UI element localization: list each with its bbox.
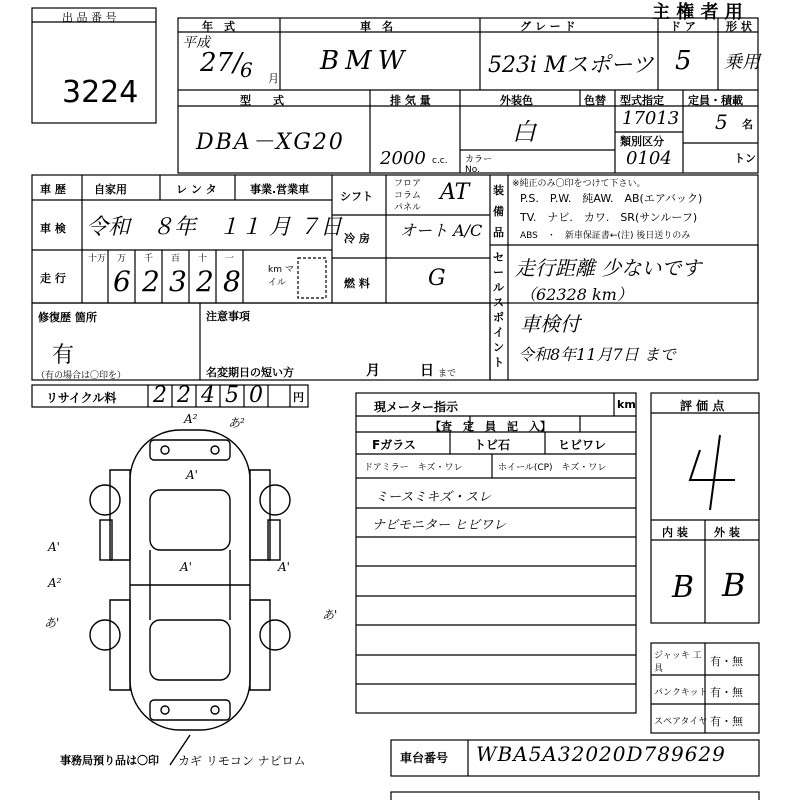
inspector-header: 【査 定 員 記 入】 (430, 420, 551, 433)
capacity-unit: 名 (742, 118, 753, 131)
glass-option-chip: トビ石 (474, 438, 511, 452)
mileage-digit: 2 (196, 265, 214, 298)
capacity-value: 5 (715, 110, 728, 134)
mileage-unit-100: 百 (171, 254, 181, 264)
aircon-label: 冷 房 (344, 232, 370, 245)
glass-option-crack: ヒビワレ (558, 438, 607, 452)
recycle-digit: 4 (201, 383, 215, 408)
recycle-unit: 円 (293, 391, 304, 404)
damage-mark: A² (48, 576, 62, 590)
type-designation-label: 型式指定 (620, 94, 664, 107)
glass-label: Fガラス (372, 438, 416, 452)
recycle-label: リサイクル料 (46, 391, 117, 405)
model-label: 型 式 (240, 94, 284, 107)
equipment-row-3: ABS ・ 新車保証書←(注) 後日送りのみ (520, 231, 691, 241)
sales-point-line: 走行距離 少ないです (515, 256, 702, 280)
damage-mark: A' (278, 560, 290, 574)
spare-tire-value: 有・無 (710, 715, 743, 728)
class-label: 類別区分 (620, 135, 664, 148)
sales-point-line: （62328 km） (520, 285, 633, 304)
office-items: カギ リモコン ナビロム (178, 754, 306, 768)
model-value: DBA－XG20 (196, 130, 345, 155)
history-business: 事業.営業車 (250, 183, 310, 196)
capacity-label: 定員・積載 (688, 94, 743, 107)
grade-value: 523i Mスポーツ (488, 53, 654, 78)
rename-label: 名変期日の短い方 (206, 366, 294, 379)
rating-handwriting (690, 435, 735, 510)
fuel-label: 燃 料 (344, 277, 370, 290)
mileage-digit: 2 (142, 265, 160, 298)
rating-value (0, 0, 1, 1)
mileage-unit-1k: 千 (144, 254, 154, 264)
year-value: 27/ (200, 48, 242, 78)
fuel-value: G (428, 266, 446, 291)
type-designation-value: 17013 (622, 108, 680, 129)
mileage-unit-1: 一 (225, 254, 235, 264)
damage-mark: A² (184, 412, 198, 426)
equipment-label: 装 備 品 (493, 184, 504, 239)
recycle-digit: 2 (153, 383, 167, 408)
damage-mark: A' (186, 468, 198, 482)
lot-number: 3224 (62, 75, 139, 110)
grade-label: グ レ ー ド (520, 20, 576, 33)
equipment-note: ※純正のみ〇印をつけて下さい。 (512, 179, 646, 189)
sales-point-line: 令和8年11月7日 まで (518, 345, 676, 364)
jack-value: 有・無 (710, 655, 743, 668)
caution-label: 注意事項 (206, 310, 250, 323)
displacement-label: 排 気 量 (390, 94, 431, 107)
mileage-unit: km マイル (268, 265, 294, 288)
sales-point-line: 車検付 (520, 312, 580, 336)
equipment-row-1: P.S. P.W. 純AW. AB(エアバック) (520, 192, 703, 205)
damage-mark: A' (180, 560, 192, 574)
history-label: 車 歴 (40, 183, 66, 196)
spare-tire-label: スペアタイヤ (654, 717, 708, 727)
year-era: 平成 (182, 35, 210, 51)
recycle-digit: 5 (225, 383, 239, 408)
car-name-value: BMW (320, 46, 411, 76)
lot-label: 出 品 番 号 (62, 11, 117, 24)
load-unit: トン (734, 152, 756, 165)
mirror-label: ドアミラー キズ・ワレ (364, 463, 463, 473)
shift-column: コラム (394, 191, 421, 201)
sales-point-label: セールスポイント (493, 251, 504, 369)
mileage-unit-10k: 万 (117, 254, 127, 264)
color-no-label: カラー No. (465, 155, 493, 175)
color-label: 外装色 (500, 94, 533, 107)
damage-mark: あ² (228, 416, 245, 430)
wheel-label: ホイール(CP) キズ・ワレ (498, 463, 607, 473)
rename-until: まで (438, 369, 457, 379)
mileage-label: 走 行 (40, 272, 66, 285)
class-value: 0104 (626, 148, 672, 169)
puncture-kit-label: パンクキット (654, 688, 708, 698)
vin-value: WBA5A32020D789629 (476, 742, 726, 766)
damage-mark: A' (48, 540, 60, 554)
shift-value: AT (440, 180, 470, 205)
mileage-digit: 6 (113, 265, 131, 298)
damage-mark: あ' (322, 608, 338, 622)
shift-floor: フロア (394, 179, 422, 189)
form-title: 主 権 者 用 (652, 2, 743, 23)
exterior-label: 外 装 (714, 526, 740, 539)
rating-label: 評 価 点 (680, 399, 725, 413)
interior-label: 内 装 (662, 526, 688, 539)
meter-label: 現メーター指示 (374, 400, 459, 414)
color-value: 白 (512, 118, 536, 146)
inspector-note: ミースミキズ・スレ (375, 490, 492, 505)
exterior-grade: B (722, 566, 746, 604)
mileage-digit: 8 (223, 265, 241, 298)
repair-value: 有 (52, 343, 75, 368)
doors-value: 5 (675, 46, 692, 76)
shift-panel: パネル (394, 203, 422, 213)
recycle-digit: 0 (249, 383, 263, 408)
puncture-kit-value: 有・無 (710, 686, 743, 699)
jack-label: ジャッキ 工 具 (654, 651, 702, 674)
color-change-label: 色替 (584, 94, 606, 107)
displacement-value: 2000 (380, 148, 426, 169)
rename-month: 月 (366, 363, 380, 379)
month-unit: 月 (268, 72, 279, 85)
doors-label: ド ア (670, 20, 696, 33)
year-label: 年 式 (202, 20, 235, 33)
displacement-unit: c.c. (432, 156, 448, 166)
repair-note: （有の場合は〇印を） (36, 371, 127, 381)
office-note: 事務局預り品は〇印 (60, 754, 159, 767)
meter-unit: km (617, 398, 636, 411)
vin-label: 車台番号 (400, 751, 449, 765)
inspection-value: 令和 ８年 １１ 月 ７日 (86, 215, 342, 240)
history-private: 自家用 (94, 183, 127, 196)
mileage-unit-10: 十 (198, 254, 208, 264)
history-rental: レ ン タ (176, 183, 217, 196)
interior-grade: B (672, 570, 695, 605)
inspection-label: 車 検 (40, 222, 66, 235)
car-name-label: 車 名 (360, 20, 393, 33)
shift-label: シフト (340, 190, 373, 203)
year-month: 6 (240, 58, 253, 82)
repair-label: 修復歴 箇所 (38, 311, 97, 324)
rename-day: 日 (420, 363, 434, 379)
mileage-unit-100k: 十万 (88, 254, 107, 264)
shape-label: 形 状 (726, 20, 752, 33)
equipment-row-2: TV. ナビ. カワ. SR(サンルーフ) (520, 211, 698, 224)
recycle-digit: 2 (177, 383, 191, 408)
inspector-note: ナビモニター ヒビワレ (372, 518, 507, 533)
damage-mark: あ' (44, 616, 60, 630)
shape-value: 乗用 (724, 52, 760, 73)
aircon-value: オート A/C (400, 221, 483, 240)
mileage-digit: 3 (169, 265, 187, 298)
